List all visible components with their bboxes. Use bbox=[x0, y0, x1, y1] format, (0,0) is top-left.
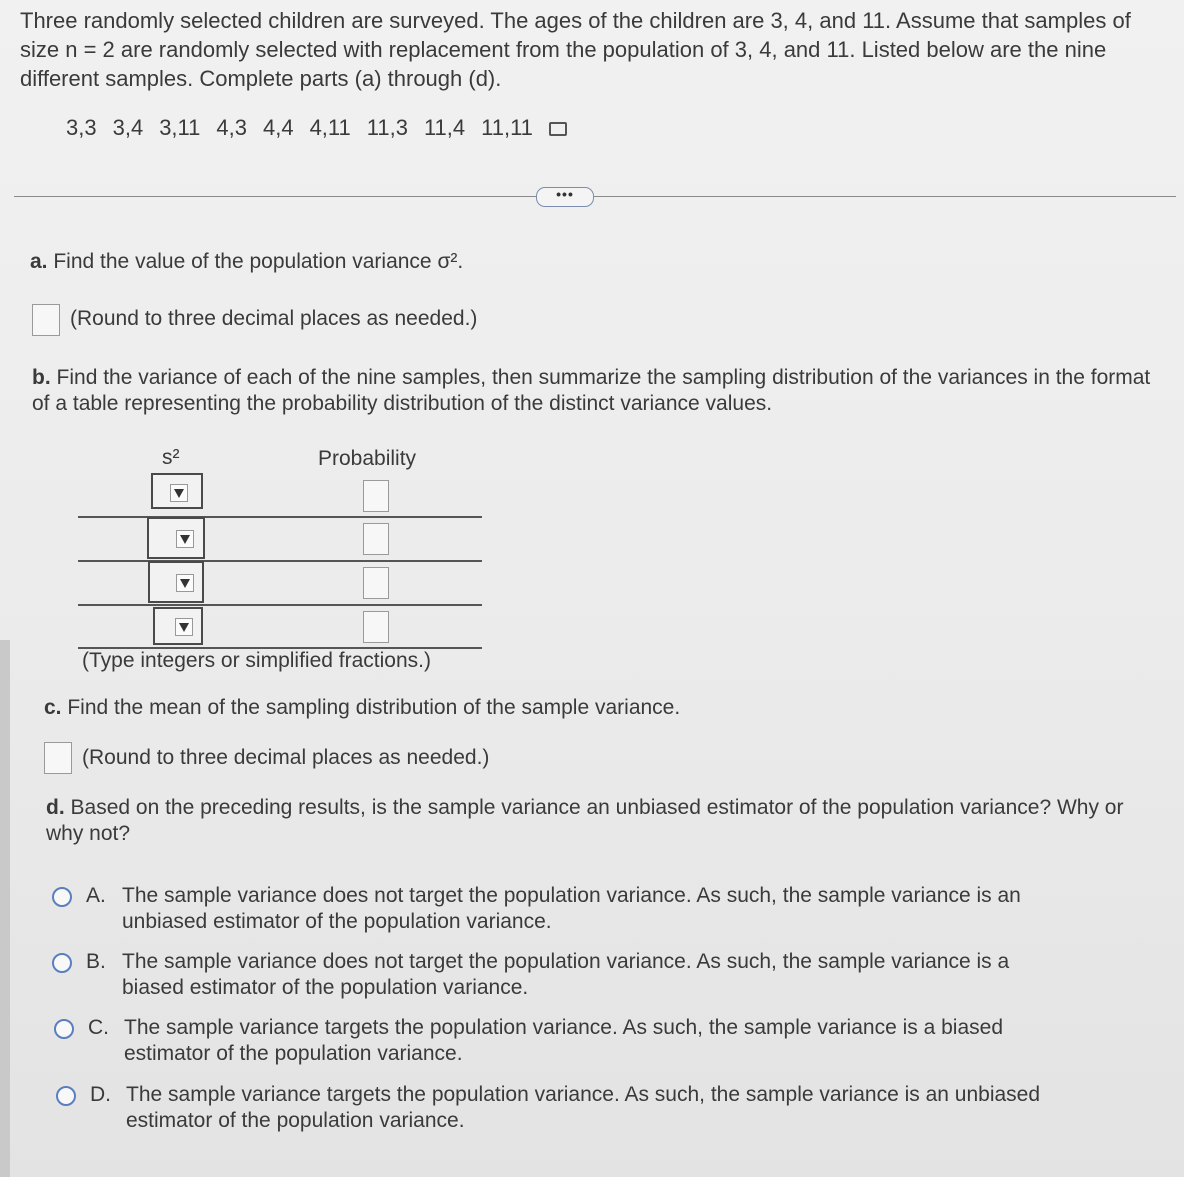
expand-more-button[interactable]: ••• bbox=[536, 187, 594, 207]
radio-button[interactable] bbox=[56, 1086, 76, 1106]
chevron-down-icon bbox=[176, 574, 194, 592]
chevron-down-icon bbox=[170, 484, 188, 502]
option-d[interactable] bbox=[56, 1082, 1136, 1138]
part-b-hint: (Type integers or simplified fractions.) bbox=[82, 649, 431, 672]
chevron-down-icon bbox=[176, 530, 194, 548]
part-d-text: Based on the preceding results, is the sample variance an unbiased estimator of the population variance? Why or why not? bbox=[46, 796, 1124, 845]
part-c-question bbox=[44, 696, 680, 720]
table-row-divider bbox=[78, 560, 482, 562]
population-variance-input[interactable] bbox=[32, 304, 60, 336]
part-c-text: Find the mean of the sampling distribution of the sample variance. bbox=[67, 696, 681, 719]
sample-item: 4,4 bbox=[262, 115, 294, 140]
part-a-question bbox=[30, 250, 463, 274]
s2-dropdown-4[interactable] bbox=[153, 607, 203, 645]
option-b[interactable] bbox=[52, 949, 1132, 1005]
part-d-question bbox=[46, 795, 1146, 847]
part-b-question bbox=[32, 365, 1152, 417]
sample-item: 3,11 bbox=[159, 115, 201, 140]
mean-variance-input[interactable] bbox=[44, 742, 72, 774]
part-a-hint: (Round to three decimal places as needed.) bbox=[70, 307, 478, 330]
option-text: The sample variance does not target the population variance. As such, the sample variance is a biased estimator of the population variance. bbox=[122, 950, 1010, 999]
option-text: The sample variance targets the population variance. As such, the sample variance is an unbiased estimator of the population variance. bbox=[126, 1083, 1041, 1132]
option-letter: A. bbox=[86, 884, 106, 907]
sample-item: 3,4 bbox=[112, 115, 144, 140]
sample-item: 11,11 bbox=[481, 115, 533, 140]
sample-item: 11,3 bbox=[366, 115, 408, 140]
option-letter: B. bbox=[86, 950, 106, 973]
option-a[interactable] bbox=[52, 883, 1132, 939]
option-text: The sample variance does not target the population variance. As such, the sample variance is an unbiased estimator of the population variance. bbox=[122, 884, 1021, 933]
part-c-label: c. bbox=[44, 696, 62, 719]
table-row-divider bbox=[78, 516, 482, 518]
part-c-hint: (Round to three decimal places as needed.) bbox=[82, 746, 490, 769]
probability-input-1[interactable] bbox=[363, 480, 389, 512]
part-d-label: d. bbox=[46, 796, 65, 819]
sample-item: 4,11 bbox=[309, 115, 351, 140]
part-a-label: a. bbox=[30, 250, 48, 273]
radio-button[interactable] bbox=[52, 887, 72, 907]
part-b-text: Find the variance of each of the nine samples, then summarize the sampling distribution of the variances in the format of a table representing the probability distribution of the distinct variance values. bbox=[32, 366, 1151, 415]
option-c[interactable] bbox=[54, 1015, 1134, 1071]
copy-data-icon[interactable] bbox=[549, 122, 567, 136]
option-letter: D. bbox=[90, 1083, 111, 1106]
s2-column-header: s² bbox=[162, 446, 180, 469]
table-row-divider bbox=[78, 604, 482, 606]
radio-button[interactable] bbox=[54, 1019, 74, 1039]
part-a-text: Find the value of the population variance σ². bbox=[53, 250, 464, 273]
probability-input-2[interactable] bbox=[363, 523, 389, 555]
sample-item: 3,3 bbox=[66, 115, 97, 140]
probability-column-header: Probability bbox=[318, 447, 417, 470]
probability-input-3[interactable] bbox=[363, 567, 389, 599]
screen-edge-shade bbox=[0, 640, 10, 1177]
chevron-down-icon bbox=[175, 618, 193, 636]
part-b-label: b. bbox=[32, 366, 51, 389]
option-text: The sample variance targets the population variance. As such, the sample variance is a biased estimator of the population variance. bbox=[124, 1016, 1003, 1065]
probability-input-4[interactable] bbox=[363, 611, 389, 643]
radio-button[interactable] bbox=[52, 953, 72, 973]
section-divider bbox=[14, 196, 1176, 197]
sample-item: 4,3 bbox=[216, 115, 247, 140]
option-letter: C. bbox=[88, 1016, 109, 1039]
sample-item: 11,4 bbox=[423, 115, 466, 140]
s2-dropdown-3[interactable] bbox=[148, 561, 204, 603]
sample-list bbox=[66, 115, 567, 141]
s2-dropdown-1[interactable] bbox=[151, 473, 203, 509]
problem-statement: Three randomly selected children are surveyed. The ages of the children are 3, 4, and 11. Assume that samples of size n = 2 are randomly selected with replacement from the population of 3, 4, and 11. Listed below are the nine different samples. Complete parts (a) through (d). bbox=[20, 8, 1131, 91]
s2-dropdown-2[interactable] bbox=[147, 517, 205, 559]
